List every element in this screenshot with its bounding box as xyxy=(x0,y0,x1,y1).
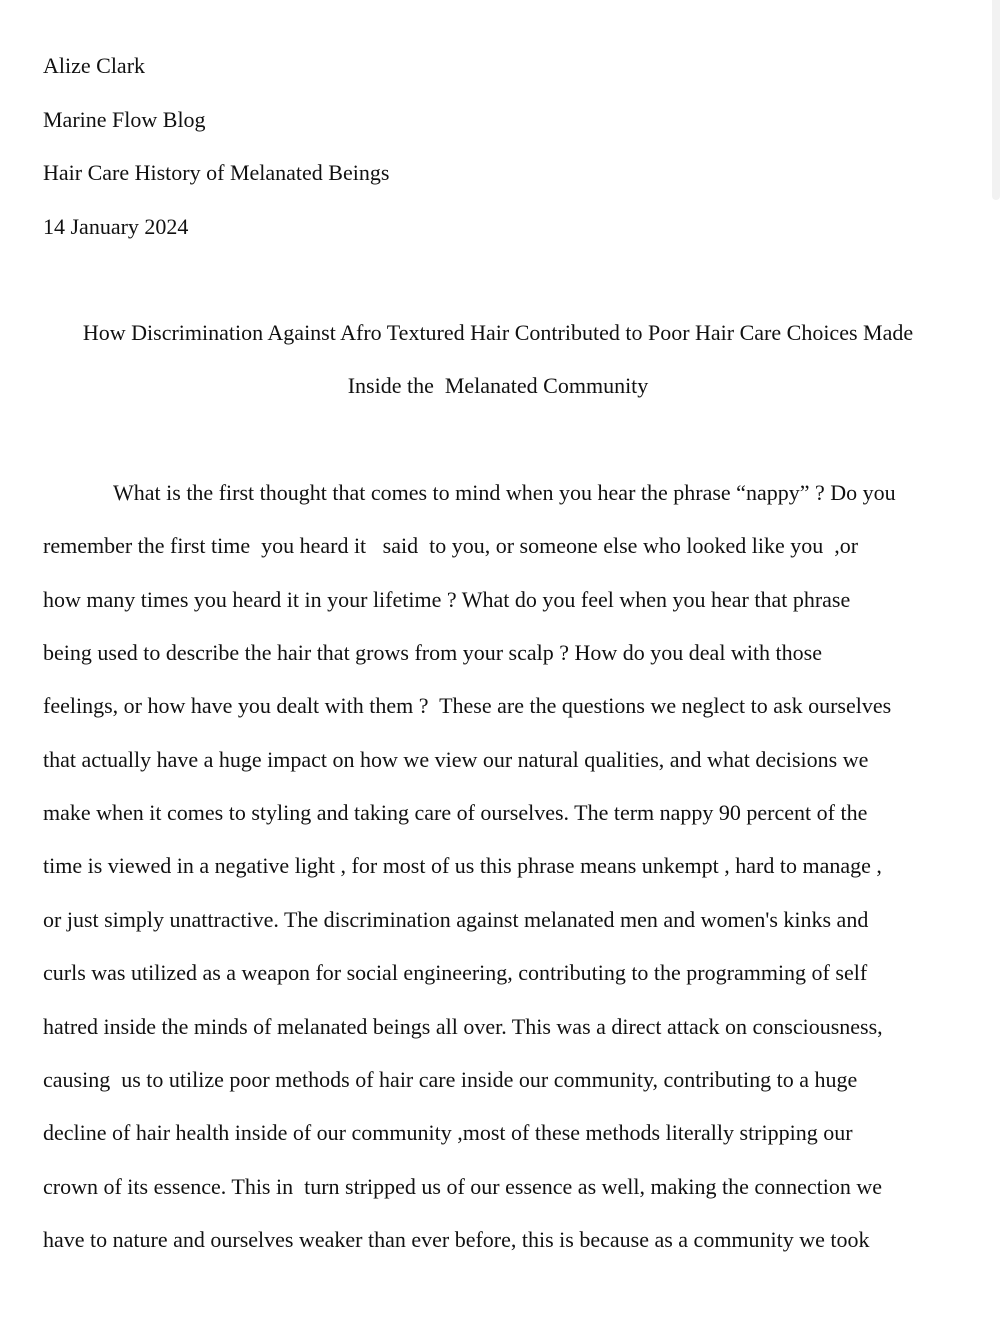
body-line: feelings, or how have you dealt with them ? These are the questions we neglect to ask ourselves xyxy=(43,693,892,719)
body-line: remember the first time you heard it said to you, or someone else who looked like you ,or xyxy=(43,533,859,559)
body-line: being used to describe the hair that grows from your scalp ? How do you deal with those xyxy=(43,640,822,666)
body-line: have to nature and ourselves weaker than ever before, this is because as a community we took xyxy=(43,1226,870,1252)
body-line: curls was utilized as a weapon for social engineering, contributing to the programming of self xyxy=(43,960,868,986)
title-line-1: How Discrimination Against Afro Textured Hair Contributed to Poor Hair Care Choices Made xyxy=(82,320,914,345)
body-line: time is viewed in a negative light , for most of us this phrase means unkempt , hard to manage , xyxy=(43,853,882,879)
body-line: causing us to utilize poor methods of hair care inside our community, contributing to a huge xyxy=(43,1066,858,1092)
body-line: crown of its essence. This in turn stripped us of our essence as well, making the connection we xyxy=(43,1173,883,1199)
body-line: What is the first thought that comes to mind when you hear the phrase “nappy” ? Do you xyxy=(113,480,896,505)
body-line: that actually have a huge impact on how we view our natural qualities, and what decisions we xyxy=(43,746,869,772)
subject-line: Hair Care History of Melanated Beings xyxy=(43,160,390,185)
scrollbar[interactable] xyxy=(992,0,1000,200)
date-line: 14 January 2024 xyxy=(43,214,189,239)
body-line: make when it comes to styling and taking care of ourselves. The term nappy 90 percent of the xyxy=(43,800,868,826)
author-name: Alize Clark xyxy=(43,53,146,78)
publication-name: Marine Flow Blog xyxy=(43,107,206,132)
title-line-2: Inside the Melanated Community xyxy=(347,373,649,398)
body-line: or just simply unattractive. The discrimination against melanated men and women's kinks and xyxy=(43,906,869,932)
body-line: decline of hair health inside of our community ,most of these methods literally stripping our xyxy=(43,1120,853,1146)
body-line: how many times you heard it in your lifetime ? What do you feel when you hear that phrase xyxy=(43,586,851,612)
body-line: hatred inside the minds of melanated beings all over. This was a direct attack on consciousness, xyxy=(43,1013,883,1039)
